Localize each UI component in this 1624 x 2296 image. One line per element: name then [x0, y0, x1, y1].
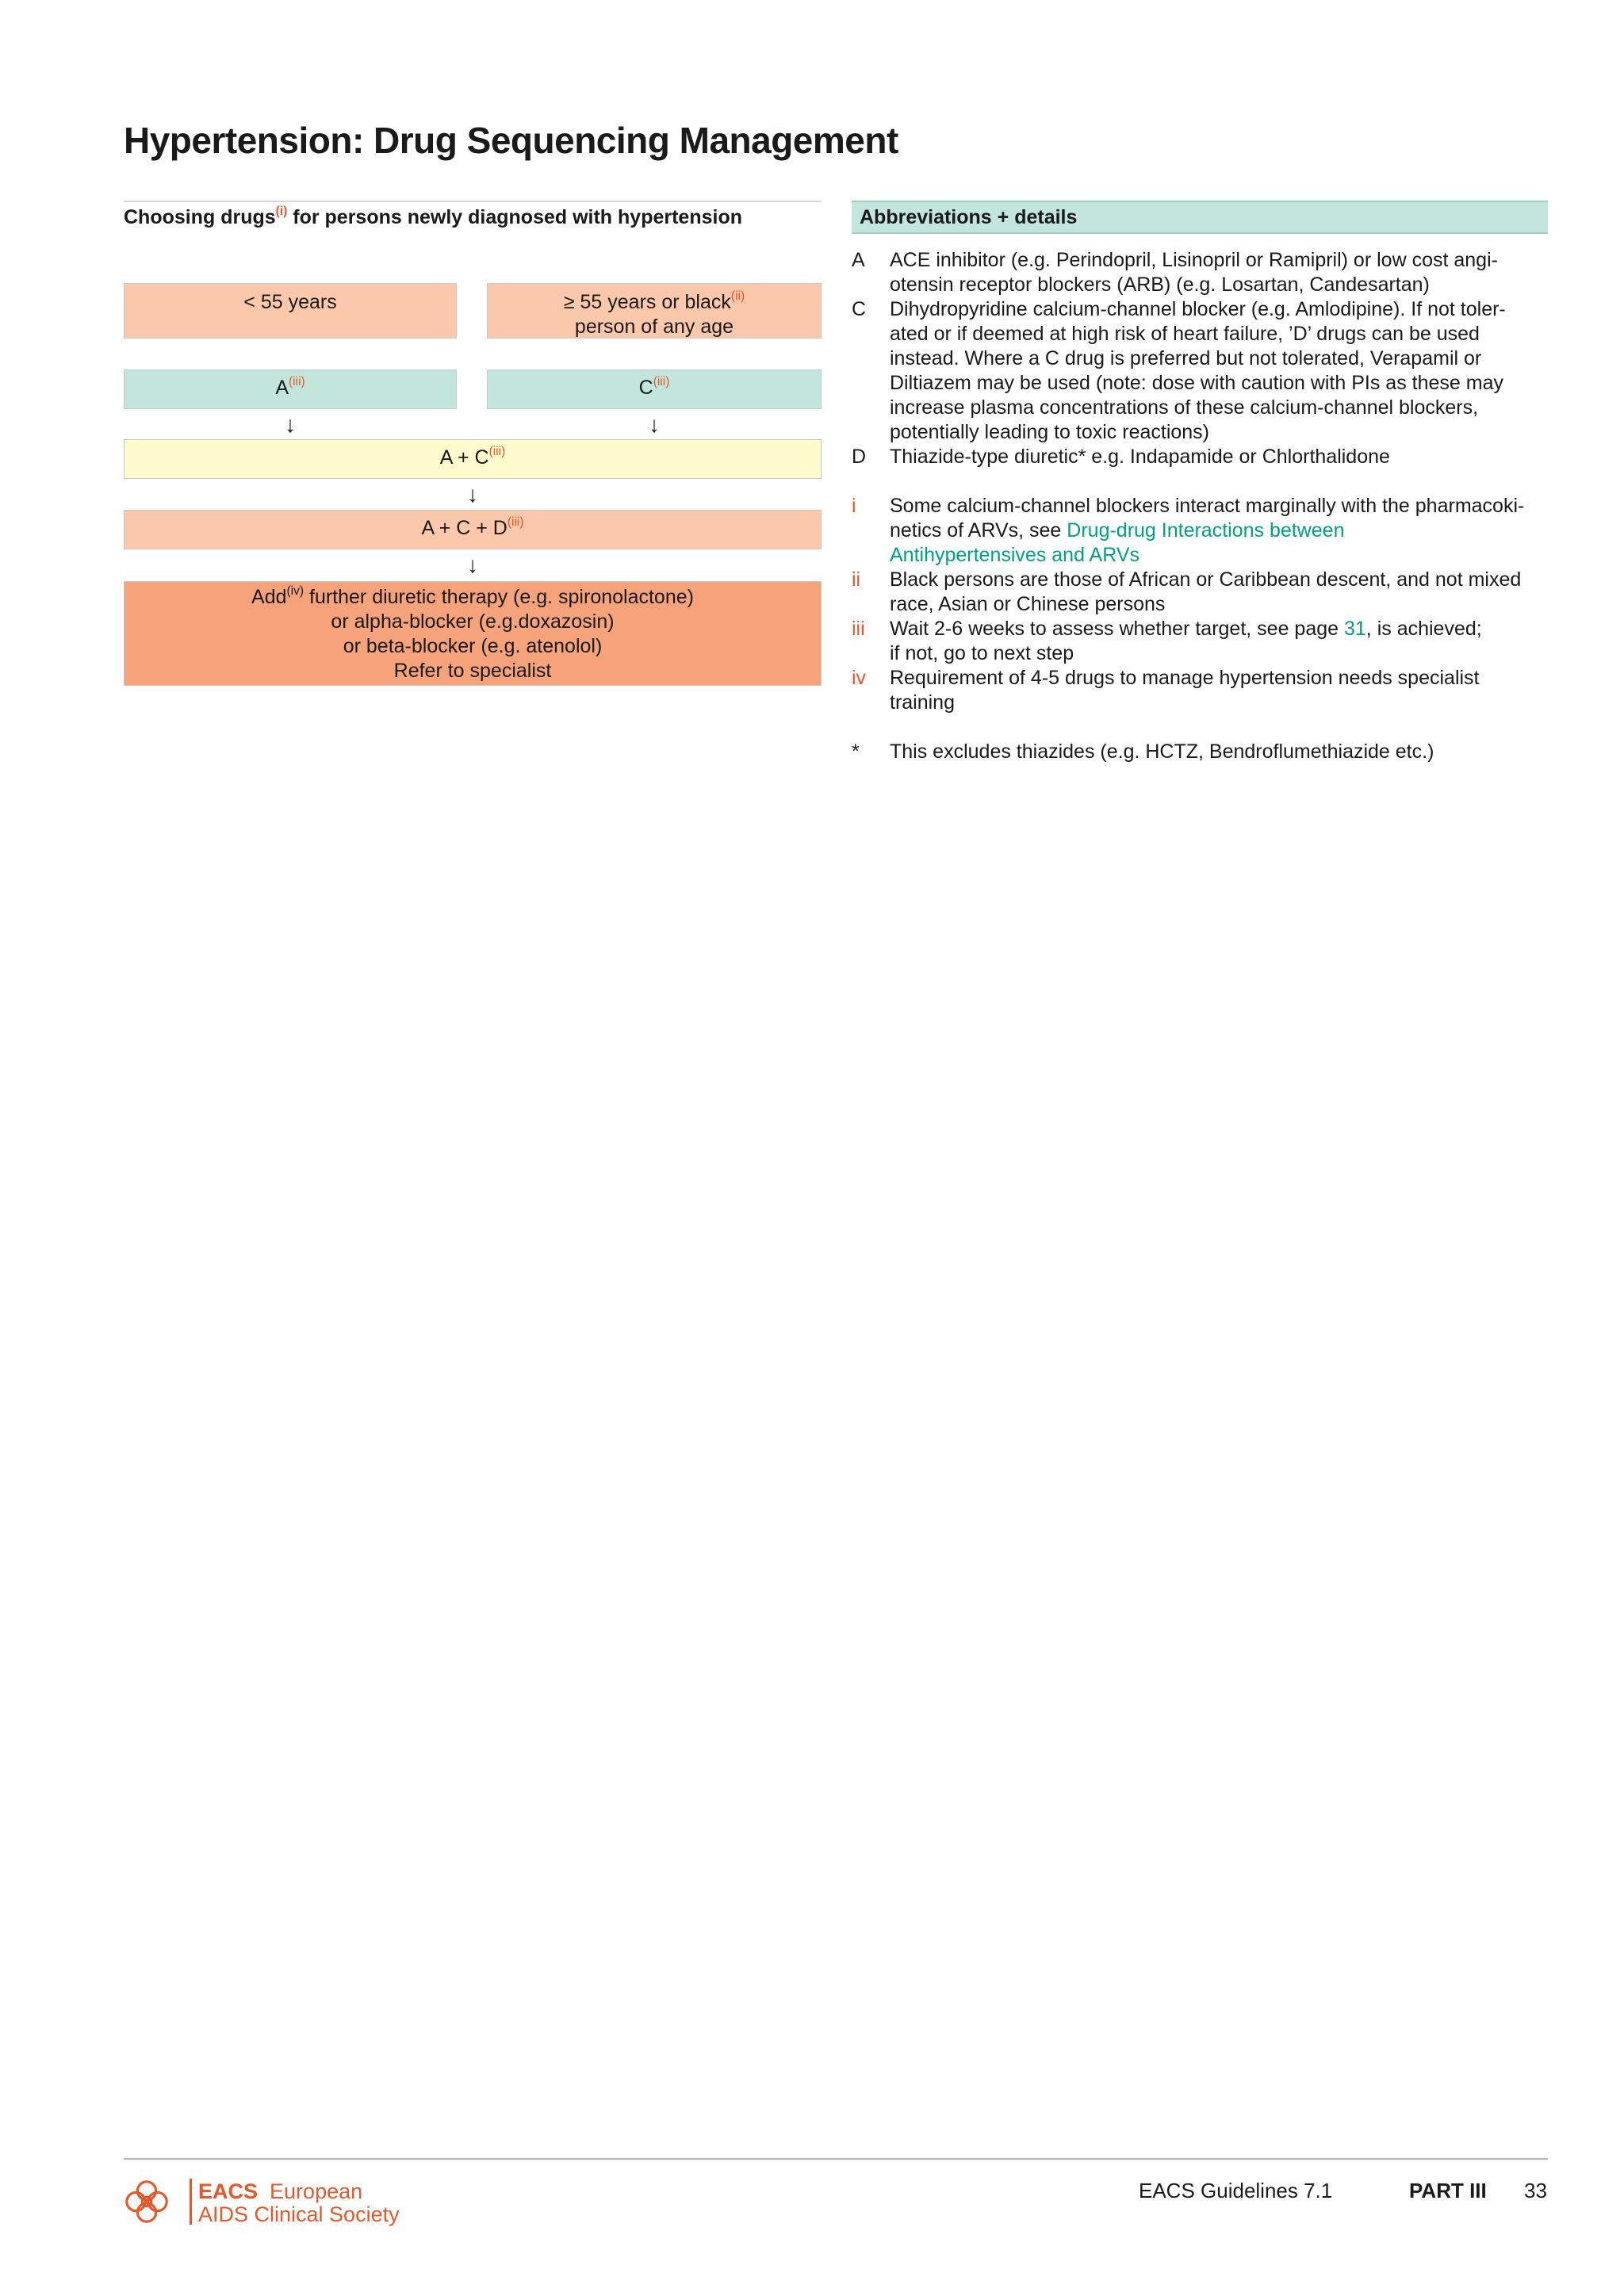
footnote-iii-line1-post: , is achieved; — [1365, 618, 1482, 640]
footnote-ref-iii-c[interactable]: (iii) — [653, 375, 670, 389]
footnote-iii-line1-pre: Wait 2-6 weeks to assess whether target, see page — [890, 618, 1344, 640]
footer-guidelines-version: EACS Guidelines 7.1 — [1139, 2179, 1333, 2202]
abbr-c-line: increase plasma concentrations of these calcium-channel blockers, — [890, 396, 1479, 419]
page-title: Hypertension: Drug Sequencing Management — [124, 120, 898, 161]
abbr-a-line: otensin receptor blockers (ARB) (e.g. Losartan, Candesartan) — [890, 274, 1430, 296]
footer-divider — [124, 2158, 1548, 2160]
flowchart-heading-post: for persons newly diagnosed with hypertension — [287, 206, 742, 228]
logo-text-line1 — [198, 2179, 362, 2204]
logo-text-line2: AIDS Clinical Society — [198, 2202, 400, 2226]
footer-page-number: 33 — [1524, 2179, 1547, 2202]
footnote-ref-iii-acd[interactable]: (iii) — [507, 515, 524, 530]
drug-interactions-link-continued[interactable]: Antihypertensives and ARVs — [890, 544, 1140, 566]
abbr-key-c: C — [852, 298, 867, 320]
footnote-ii-line: race, Asian or Chinese persons — [890, 593, 1166, 615]
footnote-key-i: i — [852, 495, 856, 517]
arrow-down-a: ↓ — [285, 412, 296, 437]
arrow-down-ac: ↓ — [467, 482, 478, 507]
footnote-key-iv: iv — [852, 667, 867, 689]
box-add-line3: or beta-blocker (e.g. atenolol) — [343, 635, 603, 657]
box-add-line4: Refer to specialist — [393, 660, 552, 682]
footer-part: PART III — [1409, 2179, 1487, 2202]
eacs-ribbon-logo-icon — [122, 2177, 171, 2226]
box-a-plus-c — [124, 439, 822, 479]
abbr-d-line: Thiazide-type diuretic* e.g. Indapamide or Chlorthalidone — [890, 446, 1390, 468]
left-column-divider — [124, 201, 822, 202]
footnote-i-line1: Some calcium-channel blockers interact marginally with the pharmacoki- — [890, 495, 1525, 517]
box-over-55-line1: ≥ 55 years or black — [563, 291, 731, 313]
footnote-key-star: * — [852, 740, 860, 763]
footnote-key-iii: iii — [852, 618, 865, 640]
footnote-ref-iii-ac[interactable]: (iii) — [488, 445, 506, 459]
box-a-plus-c-label: A + C — [439, 446, 489, 469]
box-add-word: Add — [251, 586, 287, 608]
box-under-55 — [124, 283, 457, 339]
box-c-label: C — [638, 377, 653, 399]
abbr-a-line: ACE inhibitor (e.g. Perindopril, Lisinopril or Ramipril) or low cost angi- — [890, 249, 1498, 271]
box-add-further-therapy — [124, 581, 822, 686]
abbr-c-line: ated or if deemed at high risk of heart failure, ’D’ drugs can be used — [890, 323, 1480, 345]
box-under-55-label: < 55 years — [243, 291, 337, 313]
page-31-link[interactable]: 31 — [1343, 618, 1366, 640]
flowchart-heading-pre: Choosing drugs — [124, 206, 276, 228]
logo-european: European — [270, 2179, 363, 2203]
footnote-ii-line: Black persons are those of African or Caribbean descent, and not mixed — [890, 568, 1522, 591]
footnote-i-line2: netics of ARVs, see — [890, 519, 1067, 541]
footnote-star-line: This excludes thiazides (e.g. HCTZ, Bendroflumethiazide etc.) — [890, 740, 1434, 763]
footnote-ref-iii-a[interactable]: (iii) — [289, 375, 305, 389]
footnote-ref-iv[interactable]: (iv) — [286, 584, 304, 599]
box-a-plus-c-plus-d-label: A + C + D — [421, 517, 508, 539]
box-a-plus-c-plus-d — [124, 510, 822, 549]
footnote-key-ii: ii — [852, 568, 861, 591]
flowchart-heading — [124, 206, 742, 229]
box-a-label: A — [275, 377, 289, 399]
abbr-c-line: instead. Where a C drug is preferred but not tolerated, Verapamil or — [890, 347, 1482, 369]
footnote-ref-ii[interactable]: (ii) — [730, 289, 745, 304]
box-add-line1: further diuretic therapy (e.g. spironolactone) — [304, 586, 694, 608]
logo-abbr: EACS — [198, 2179, 259, 2203]
box-add-line2: or alpha-blocker (e.g.doxazosin) — [331, 610, 615, 633]
abbreviations-header: Abbreviations + details — [852, 201, 1548, 234]
box-c — [487, 369, 822, 409]
abbr-key-a: A — [852, 249, 865, 271]
abbr-key-d: D — [852, 446, 867, 468]
abbr-c-line: potentially leading to toxic reactions) — [890, 421, 1210, 443]
footnote-ref-i[interactable]: (i) — [275, 205, 288, 219]
arrow-down-acd: ↓ — [467, 553, 478, 577]
drug-interactions-link[interactable]: Drug-drug Interactions between — [1067, 519, 1345, 541]
abbr-c-line: Diltiazem may be used (note: dose with caution with PIs as these may — [890, 372, 1503, 394]
box-a — [124, 369, 457, 409]
footnote-iv-line: Requirement of 4-5 drugs to manage hypertension needs specialist — [890, 667, 1480, 689]
logo-divider-bar — [190, 2179, 192, 2225]
abbr-c-line: Dihydropyridine calcium-channel blocker (e.g. Amlodipine). If not toler- — [890, 298, 1506, 320]
arrow-down-c: ↓ — [649, 412, 660, 437]
footnote-iv-line: training — [890, 691, 955, 714]
footnote-iii-line2: if not, go to next step — [890, 642, 1074, 664]
box-over-55 — [487, 283, 822, 339]
box-over-55-line2: person of any age — [574, 316, 734, 338]
